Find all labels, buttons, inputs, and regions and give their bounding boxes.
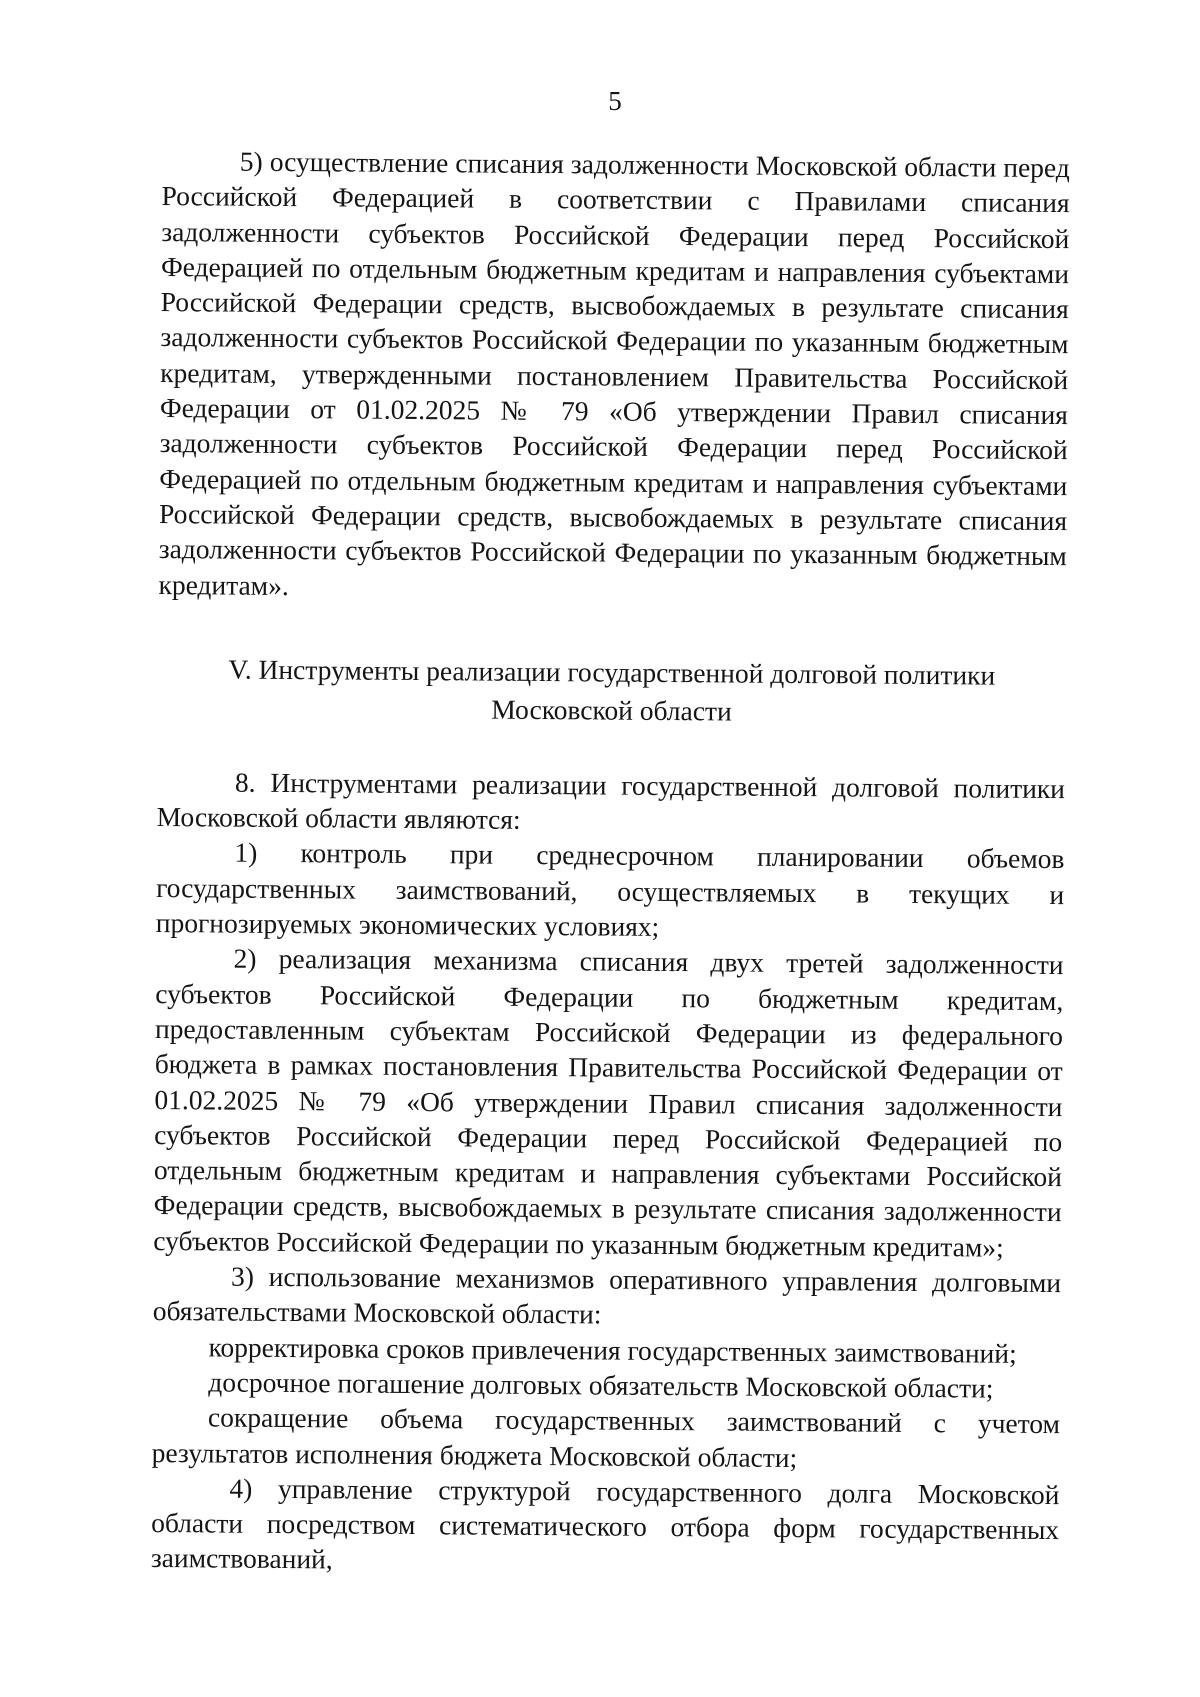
section-heading <box>157 650 1066 733</box>
document-body <box>151 143 1070 1583</box>
item-5-paragraph: 5) осуществление списания задолженности Московской области перед Российской Федерацией в соответствии с Правилами списания задолженности субъектов Российской Федерации перед Российской Федерацией по отдельным бюджетным кредитам и направления субъектами Российской Федерации средств, высвобождаемых в результате списания задолженности субъектов Российской Федерации по указанным бюджетным кредитам, утвержденными постановлением Правительства Российской Федерации от 01.02.2025 № 79 «Об утверждении Правил списания задолженности субъектов Российской Федерации перед Российской Федерацией по отдельным бюджетным кредитам и направления субъектами Российской Федерации средств, высвобождаемых в результате списания задолженности субъектов Российской Федерации по указанным бюджетным кредитам». <box>158 145 1070 601</box>
tool-3-item: сокращение объема государственных заимствований с учетом результатов исполнения бюджета Московской области; <box>151 1401 1061 1473</box>
tool-3-item: корректировка сроков привлечения государственных заимствований; <box>208 1331 1017 1369</box>
clause-8-paragraph: 8. Инструментами реализации государственной долговой политики Московской области являются: <box>156 766 1066 835</box>
tool-2-paragraph: 2) реализация механизма списания двух третей задолженности субъектов Российской Федерации по бюджетным кредитам, предоставленным субъектам Российской Федерации из федерального бюджета в рамках постановления Правительства Российской Федерации от 01.02.2025 № 79 «Об утверждении Правил списания задолженности субъектов Российской Федерации перед Российской Федерацией по отдельным бюджетным кредитам и направления субъектами Российской Федерации средств, высвобождаемых в результате списания задолженности субъектов Российской Федерации по указанным бюджетным кредитам»; <box>153 942 1064 1263</box>
tool-3-paragraph: 3) использование механизмов оперативного управления долговыми обязательствами Московской области: <box>152 1260 1062 1330</box>
section-heading-line-2: Московской области <box>491 693 732 727</box>
tool-4-paragraph: 4) управление структурой государственного долга Московской области посредством систематического отбора форм государственных заимствований, <box>150 1472 1060 1575</box>
tool-1-paragraph: 1) контроль при среднесрочном планировании объемов государственных заимствований, осуществляемых в текущих и прогнозируемых экономических условиях; <box>155 837 1065 942</box>
tool-3-item: досрочное погашение долговых обязательств Московской области; <box>208 1366 994 1404</box>
section-heading-line-1: V. Инструменты реализации государственной долговой политики <box>228 653 996 691</box>
page-number: 5 <box>608 86 622 116</box>
